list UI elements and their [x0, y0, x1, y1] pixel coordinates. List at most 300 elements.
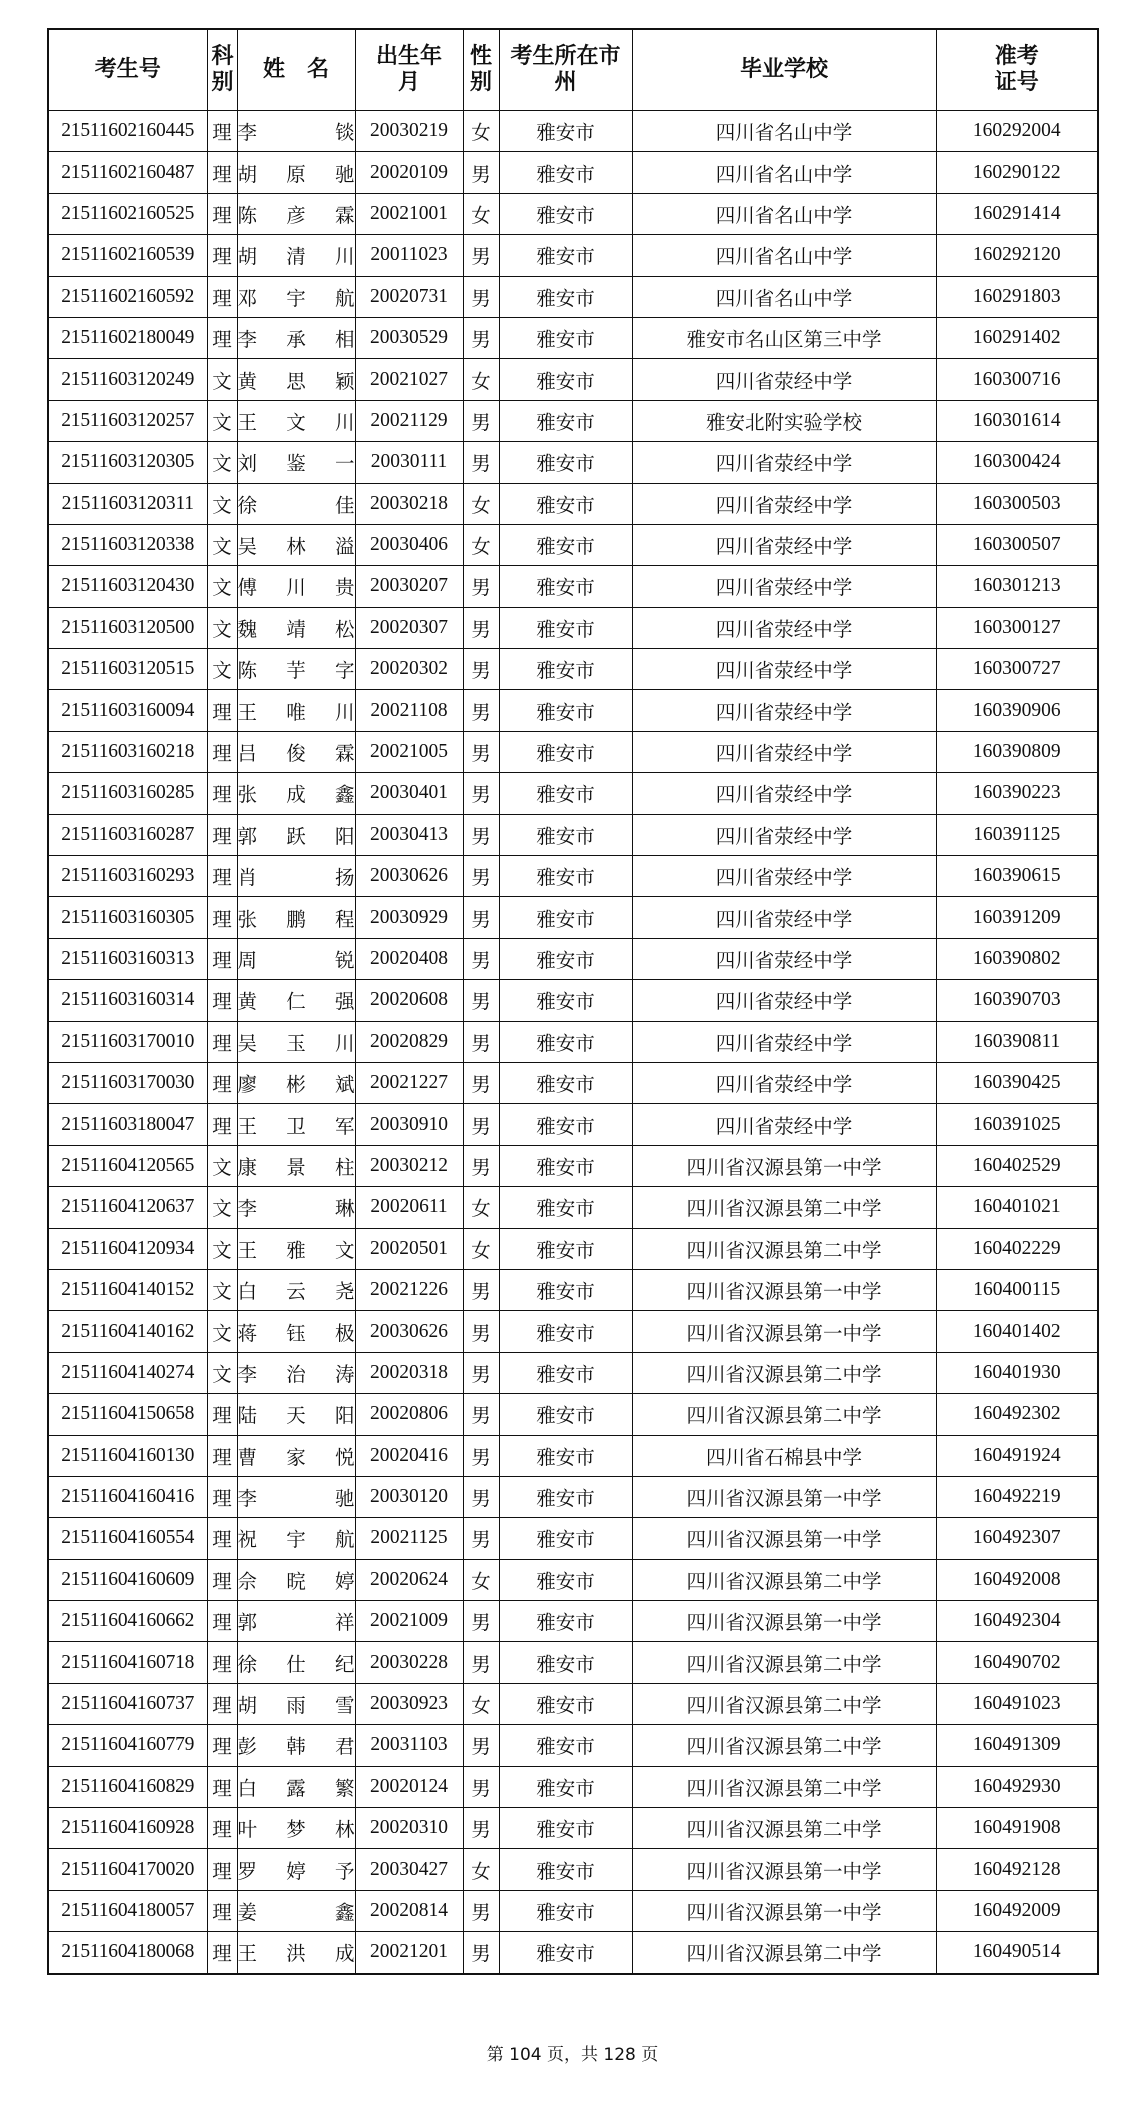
gender-cell: 女: [463, 111, 499, 152]
exam-id-cell: 21511603160293: [48, 856, 207, 897]
name-cell: 刘鉴一: [237, 442, 355, 483]
birth-date-cell: 20030529: [355, 317, 463, 358]
city-cell: 雅安市: [499, 1062, 632, 1103]
birth-date-cell: 20030207: [355, 566, 463, 607]
birth-date-cell: 20011023: [355, 235, 463, 276]
gender-cell: 男: [463, 1145, 499, 1186]
name-cell: 徐仕纪: [237, 1642, 355, 1683]
gender-cell: 男: [463, 980, 499, 1021]
footer-total-pages: 128: [603, 2045, 636, 2065]
table-row: [48, 1601, 1098, 1642]
city-cell: 雅安市: [499, 1518, 632, 1559]
ticket-number-cell: 160300727: [936, 649, 1098, 690]
name-cell: 胡清川: [237, 235, 355, 276]
table-row: [48, 897, 1098, 938]
birth-date-cell: 20030929: [355, 897, 463, 938]
table-row: [48, 938, 1098, 979]
school-cell: 四川省汉源县第二中学: [632, 1394, 936, 1435]
table-row: [48, 317, 1098, 358]
exam-id-cell: 21511603120338: [48, 524, 207, 565]
table-row: [48, 1269, 1098, 1310]
subject-cell: 理: [207, 152, 237, 193]
subject-cell: 文: [207, 400, 237, 441]
birth-date-cell: 20020829: [355, 1021, 463, 1062]
city-cell: 雅安市: [499, 897, 632, 938]
name-cell: 康景柱: [237, 1145, 355, 1186]
school-cell: 四川省荥经中学: [632, 856, 936, 897]
gender-cell: 男: [463, 1808, 499, 1849]
gender-cell: 男: [463, 566, 499, 607]
ticket-number-cell: 160492219: [936, 1476, 1098, 1517]
name-cell: 胡雨雪: [237, 1683, 355, 1724]
table-row: [48, 483, 1098, 524]
gender-cell: 男: [463, 690, 499, 731]
gender-cell: 男: [463, 1269, 499, 1310]
header-name: 姓 名: [237, 29, 355, 111]
subject-cell: 理: [207, 1642, 237, 1683]
city-cell: 雅安市: [499, 649, 632, 690]
school-cell: 四川省荥经中学: [632, 938, 936, 979]
birth-date-cell: 20030626: [355, 856, 463, 897]
gender-cell: 女: [463, 524, 499, 565]
subject-cell: 文: [207, 442, 237, 483]
table-row: [48, 1394, 1098, 1435]
city-cell: 雅安市: [499, 856, 632, 897]
name-cell: 陈彦霖: [237, 193, 355, 234]
subject-cell: 理: [207, 1394, 237, 1435]
city-cell: 雅安市: [499, 235, 632, 276]
exam-id-cell: 21511603160285: [48, 773, 207, 814]
ticket-number-cell: 160491023: [936, 1683, 1098, 1724]
ticket-number-cell: 160492128: [936, 1849, 1098, 1890]
birth-date-cell: 20030228: [355, 1642, 463, 1683]
ticket-number-cell: 160402529: [936, 1145, 1098, 1186]
subject-cell: 理: [207, 1062, 237, 1103]
exam-id-cell: 21511604140162: [48, 1311, 207, 1352]
header-city: 考生所在市州: [499, 29, 632, 111]
name-cell: 傅川贵: [237, 566, 355, 607]
header-birth: 出生年月: [355, 29, 463, 111]
birth-date-cell: 20030923: [355, 1683, 463, 1724]
school-cell: 四川省汉源县第二中学: [632, 1559, 936, 1600]
school-cell: 四川省汉源县第二中学: [632, 1808, 936, 1849]
school-cell: 四川省荥经中学: [632, 566, 936, 607]
ticket-number-cell: 160300503: [936, 483, 1098, 524]
name-cell: 曹家悦: [237, 1435, 355, 1476]
gender-cell: 男: [463, 400, 499, 441]
city-cell: 雅安市: [499, 1145, 632, 1186]
ticket-number-cell: 160301614: [936, 400, 1098, 441]
exam-id-cell: 21511602160445: [48, 111, 207, 152]
table-row: [48, 980, 1098, 1021]
table-row: [48, 1145, 1098, 1186]
ticket-number-cell: 160292004: [936, 111, 1098, 152]
ticket-number-cell: 160290122: [936, 152, 1098, 193]
school-cell: 四川省汉源县第二中学: [632, 1228, 936, 1269]
gender-cell: 女: [463, 1683, 499, 1724]
ticket-number-cell: 160292120: [936, 235, 1098, 276]
subject-cell: 理: [207, 317, 237, 358]
gender-cell: 男: [463, 731, 499, 772]
city-cell: 雅安市: [499, 1269, 632, 1310]
exam-id-cell: 21511603120500: [48, 607, 207, 648]
table-row: [48, 1890, 1098, 1931]
school-cell: 四川省荥经中学: [632, 483, 936, 524]
name-cell: 王卫军: [237, 1104, 355, 1145]
city-cell: 雅安市: [499, 1890, 632, 1931]
header-subject: 科别: [207, 29, 237, 111]
birth-date-cell: 20020310: [355, 1808, 463, 1849]
exam-id-cell: 21511603120249: [48, 359, 207, 400]
ticket-number-cell: 160291402: [936, 317, 1098, 358]
name-cell: 佘晥婷: [237, 1559, 355, 1600]
exam-id-cell: 21511604160779: [48, 1725, 207, 1766]
header-school: 毕业学校: [632, 29, 936, 111]
school-cell: 四川省荥经中学: [632, 690, 936, 731]
subject-cell: 理: [207, 1476, 237, 1517]
subject-cell: 文: [207, 1228, 237, 1269]
table-row: [48, 235, 1098, 276]
ticket-number-cell: 160492930: [936, 1766, 1098, 1807]
gender-cell: 男: [463, 607, 499, 648]
table-row: [48, 1683, 1098, 1724]
city-cell: 雅安市: [499, 1683, 632, 1724]
exam-id-cell: 21511603120430: [48, 566, 207, 607]
birth-date-cell: 20021226: [355, 1269, 463, 1310]
ticket-number-cell: 160300716: [936, 359, 1098, 400]
city-cell: 雅安市: [499, 1228, 632, 1269]
gender-cell: 男: [463, 1890, 499, 1931]
table-row: [48, 1849, 1098, 1890]
school-cell: 四川省汉源县第一中学: [632, 1269, 936, 1310]
school-cell: 四川省汉源县第一中学: [632, 1890, 936, 1931]
school-cell: 四川省汉源县第二中学: [632, 1766, 936, 1807]
birth-date-cell: 20020731: [355, 276, 463, 317]
name-cell: 白露繁: [237, 1766, 355, 1807]
gender-cell: 男: [463, 1062, 499, 1103]
table-row: [48, 566, 1098, 607]
ticket-number-cell: 160401930: [936, 1352, 1098, 1393]
subject-cell: 理: [207, 1601, 237, 1642]
birth-date-cell: 20030218: [355, 483, 463, 524]
gender-cell: 男: [463, 1476, 499, 1517]
ticket-number-cell: 160291803: [936, 276, 1098, 317]
exam-id-cell: 21511603160313: [48, 938, 207, 979]
subject-cell: 理: [207, 897, 237, 938]
gender-cell: 女: [463, 1559, 499, 1600]
name-cell: 张成鑫: [237, 773, 355, 814]
table-row: [48, 524, 1098, 565]
table-row: [48, 1311, 1098, 1352]
subject-cell: 理: [207, 1849, 237, 1890]
birth-date-cell: 20030910: [355, 1104, 463, 1145]
school-cell: 四川省荥经中学: [632, 980, 936, 1021]
ticket-number-cell: 160390425: [936, 1062, 1098, 1103]
school-cell: 四川省荥经中学: [632, 814, 936, 855]
birth-date-cell: 20030427: [355, 1849, 463, 1890]
school-cell: 四川省荥经中学: [632, 442, 936, 483]
city-cell: 雅安市: [499, 1476, 632, 1517]
name-cell: 胡原驰: [237, 152, 355, 193]
city-cell: 雅安市: [499, 1932, 632, 1974]
subject-cell: 理: [207, 193, 237, 234]
city-cell: 雅安市: [499, 1849, 632, 1890]
name-cell: 廖彬斌: [237, 1062, 355, 1103]
table-row: [48, 1766, 1098, 1807]
exam-id-cell: 21511604150658: [48, 1394, 207, 1435]
city-cell: 雅安市: [499, 442, 632, 483]
birth-date-cell: 20031103: [355, 1725, 463, 1766]
gender-cell: 男: [463, 649, 499, 690]
school-cell: 四川省荥经中学: [632, 897, 936, 938]
table-header: [48, 29, 1098, 111]
city-cell: 雅安市: [499, 483, 632, 524]
exam-id-cell: 21511603120311: [48, 483, 207, 524]
header-ticket: 准考证号: [936, 29, 1098, 111]
header-gender: 性别: [463, 29, 499, 111]
birth-date-cell: 20020307: [355, 607, 463, 648]
name-cell: 肖 扬: [237, 856, 355, 897]
exam-id-cell: 21511602160487: [48, 152, 207, 193]
gender-cell: 男: [463, 1394, 499, 1435]
city-cell: 雅安市: [499, 607, 632, 648]
ticket-number-cell: 160291414: [936, 193, 1098, 234]
subject-cell: 理: [207, 276, 237, 317]
name-cell: 陈芋字: [237, 649, 355, 690]
city-cell: 雅安市: [499, 731, 632, 772]
subject-cell: 理: [207, 690, 237, 731]
city-cell: 雅安市: [499, 1642, 632, 1683]
ticket-number-cell: 160492304: [936, 1601, 1098, 1642]
gender-cell: 男: [463, 276, 499, 317]
school-cell: 四川省名山中学: [632, 193, 936, 234]
table-row: [48, 1642, 1098, 1683]
table-row: [48, 359, 1098, 400]
birth-date-cell: 20030413: [355, 814, 463, 855]
city-cell: 雅安市: [499, 1808, 632, 1849]
city-cell: 雅安市: [499, 359, 632, 400]
gender-cell: 男: [463, 1311, 499, 1352]
subject-cell: 理: [207, 814, 237, 855]
school-cell: 四川省名山中学: [632, 276, 936, 317]
ticket-number-cell: 160491908: [936, 1808, 1098, 1849]
table-row: [48, 276, 1098, 317]
header-exam-id: 考生号: [48, 29, 207, 111]
gender-cell: 男: [463, 856, 499, 897]
footer-prefix: 第: [486, 2045, 504, 2065]
table-row: [48, 690, 1098, 731]
city-cell: 雅安市: [499, 773, 632, 814]
ticket-number-cell: 160492008: [936, 1559, 1098, 1600]
ticket-number-cell: 160390811: [936, 1021, 1098, 1062]
name-cell: 李 驰: [237, 1476, 355, 1517]
gender-cell: 男: [463, 317, 499, 358]
name-cell: 李 琳: [237, 1187, 355, 1228]
gender-cell: 男: [463, 814, 499, 855]
name-cell: 陆天阳: [237, 1394, 355, 1435]
table-row: [48, 731, 1098, 772]
ticket-number-cell: 160390802: [936, 938, 1098, 979]
birth-date-cell: 20030111: [355, 442, 463, 483]
subject-cell: 理: [207, 1435, 237, 1476]
table-row: [48, 1352, 1098, 1393]
table-row: [48, 1435, 1098, 1476]
city-cell: 雅安市: [499, 317, 632, 358]
footer-suffix: 页: [641, 2045, 659, 2065]
table-row: [48, 1062, 1098, 1103]
subject-cell: 文: [207, 1352, 237, 1393]
city-cell: 雅安市: [499, 1766, 632, 1807]
table-row: [48, 1808, 1098, 1849]
school-cell: 四川省汉源县第二中学: [632, 1187, 936, 1228]
gender-cell: 女: [463, 1228, 499, 1269]
exam-id-cell: 21511604120637: [48, 1187, 207, 1228]
school-cell: 四川省荥经中学: [632, 1062, 936, 1103]
city-cell: 雅安市: [499, 400, 632, 441]
school-cell: 四川省汉源县第二中学: [632, 1683, 936, 1724]
ticket-number-cell: 160300424: [936, 442, 1098, 483]
exam-id-cell: 21511604160609: [48, 1559, 207, 1600]
subject-cell: 理: [207, 980, 237, 1021]
name-cell: 罗婷予: [237, 1849, 355, 1890]
city-cell: 雅安市: [499, 1021, 632, 1062]
table-row: [48, 773, 1098, 814]
city-cell: 雅安市: [499, 193, 632, 234]
exam-id-cell: 21511604160416: [48, 1476, 207, 1517]
city-cell: 雅安市: [499, 1187, 632, 1228]
name-cell: 蒋钰极: [237, 1311, 355, 1352]
subject-cell: 理: [207, 1021, 237, 1062]
birth-date-cell: 20030406: [355, 524, 463, 565]
table-row: [48, 1518, 1098, 1559]
gender-cell: 男: [463, 1601, 499, 1642]
subject-cell: 理: [207, 1766, 237, 1807]
subject-cell: 理: [207, 1518, 237, 1559]
city-cell: 雅安市: [499, 1104, 632, 1145]
birth-date-cell: 20021027: [355, 359, 463, 400]
birth-date-cell: 20020814: [355, 1890, 463, 1931]
gender-cell: 男: [463, 1104, 499, 1145]
school-cell: 四川省荥经中学: [632, 773, 936, 814]
name-cell: 郭跃阳: [237, 814, 355, 855]
city-cell: 雅安市: [499, 152, 632, 193]
name-cell: 祝宇航: [237, 1518, 355, 1559]
school-cell: 四川省汉源县第一中学: [632, 1849, 936, 1890]
exam-id-cell: 21511604120934: [48, 1228, 207, 1269]
subject-cell: 文: [207, 1187, 237, 1228]
name-cell: 姜 鑫: [237, 1890, 355, 1931]
city-cell: 雅安市: [499, 524, 632, 565]
table-row: [48, 1021, 1098, 1062]
ticket-number-cell: 160390703: [936, 980, 1098, 1021]
subject-cell: 文: [207, 1145, 237, 1186]
gender-cell: 女: [463, 359, 499, 400]
name-cell: 李承相: [237, 317, 355, 358]
exam-id-cell: 21511604120565: [48, 1145, 207, 1186]
gender-cell: 男: [463, 1932, 499, 1974]
name-cell: 叶梦林: [237, 1808, 355, 1849]
name-cell: 吴玉川: [237, 1021, 355, 1062]
table-row: [48, 649, 1098, 690]
name-cell: 徐 佳: [237, 483, 355, 524]
birth-date-cell: 20021009: [355, 1601, 463, 1642]
subject-cell: 理: [207, 856, 237, 897]
subject-cell: 理: [207, 731, 237, 772]
city-cell: 雅安市: [499, 1352, 632, 1393]
ticket-number-cell: 160390615: [936, 856, 1098, 897]
school-cell: 四川省汉源县第二中学: [632, 1352, 936, 1393]
school-cell: 四川省荥经中学: [632, 649, 936, 690]
city-cell: 雅安市: [499, 814, 632, 855]
table-row: [48, 1187, 1098, 1228]
subject-cell: 理: [207, 1932, 237, 1974]
gender-cell: 男: [463, 773, 499, 814]
ticket-number-cell: 160401021: [936, 1187, 1098, 1228]
ticket-number-cell: 160401402: [936, 1311, 1098, 1352]
gender-cell: 女: [463, 1187, 499, 1228]
exam-id-cell: 21511603160305: [48, 897, 207, 938]
subject-cell: 文: [207, 1311, 237, 1352]
table-row: [48, 1725, 1098, 1766]
gender-cell: 男: [463, 938, 499, 979]
footer-current-page: 104: [509, 2045, 542, 2065]
birth-date-cell: 20030626: [355, 1311, 463, 1352]
ticket-number-cell: 160491924: [936, 1435, 1098, 1476]
gender-cell: 男: [463, 152, 499, 193]
ticket-number-cell: 160492009: [936, 1890, 1098, 1931]
name-cell: 周 锐: [237, 938, 355, 979]
school-cell: 四川省汉源县第二中学: [632, 1932, 936, 1974]
exam-id-cell: 21511604160718: [48, 1642, 207, 1683]
table-row: [48, 1476, 1098, 1517]
city-cell: 雅安市: [499, 276, 632, 317]
exam-id-cell: 21511604140274: [48, 1352, 207, 1393]
exam-id-cell: 21511604160829: [48, 1766, 207, 1807]
ticket-number-cell: 160391025: [936, 1104, 1098, 1145]
ticket-number-cell: 160491309: [936, 1725, 1098, 1766]
admission-roster-table: [47, 28, 1099, 1975]
gender-cell: 男: [463, 1766, 499, 1807]
birth-date-cell: 20020416: [355, 1435, 463, 1476]
birth-date-cell: 20021001: [355, 193, 463, 234]
school-cell: 雅安北附实验学校: [632, 400, 936, 441]
school-cell: 四川省荥经中学: [632, 607, 936, 648]
gender-cell: 男: [463, 1642, 499, 1683]
birth-date-cell: 20020501: [355, 1228, 463, 1269]
birth-date-cell: 20021201: [355, 1932, 463, 1974]
ticket-number-cell: 160490514: [936, 1932, 1098, 1974]
name-cell: 白云尧: [237, 1269, 355, 1310]
name-cell: 王雅文: [237, 1228, 355, 1269]
city-cell: 雅安市: [499, 1559, 632, 1600]
exam-id-cell: 21511602160592: [48, 276, 207, 317]
gender-cell: 男: [463, 1725, 499, 1766]
birth-date-cell: 20020408: [355, 938, 463, 979]
gender-cell: 男: [463, 442, 499, 483]
subject-cell: 理: [207, 1725, 237, 1766]
school-cell: 四川省荥经中学: [632, 1104, 936, 1145]
birth-date-cell: 20021125: [355, 1518, 463, 1559]
gender-cell: 男: [463, 1518, 499, 1559]
ticket-number-cell: 160391209: [936, 897, 1098, 938]
birth-date-cell: 20020624: [355, 1559, 463, 1600]
subject-cell: 理: [207, 1559, 237, 1600]
table-row: [48, 400, 1098, 441]
city-cell: 雅安市: [499, 111, 632, 152]
exam-id-cell: 21511603170010: [48, 1021, 207, 1062]
school-cell: 四川省汉源县第一中学: [632, 1476, 936, 1517]
ticket-number-cell: 160400115: [936, 1269, 1098, 1310]
